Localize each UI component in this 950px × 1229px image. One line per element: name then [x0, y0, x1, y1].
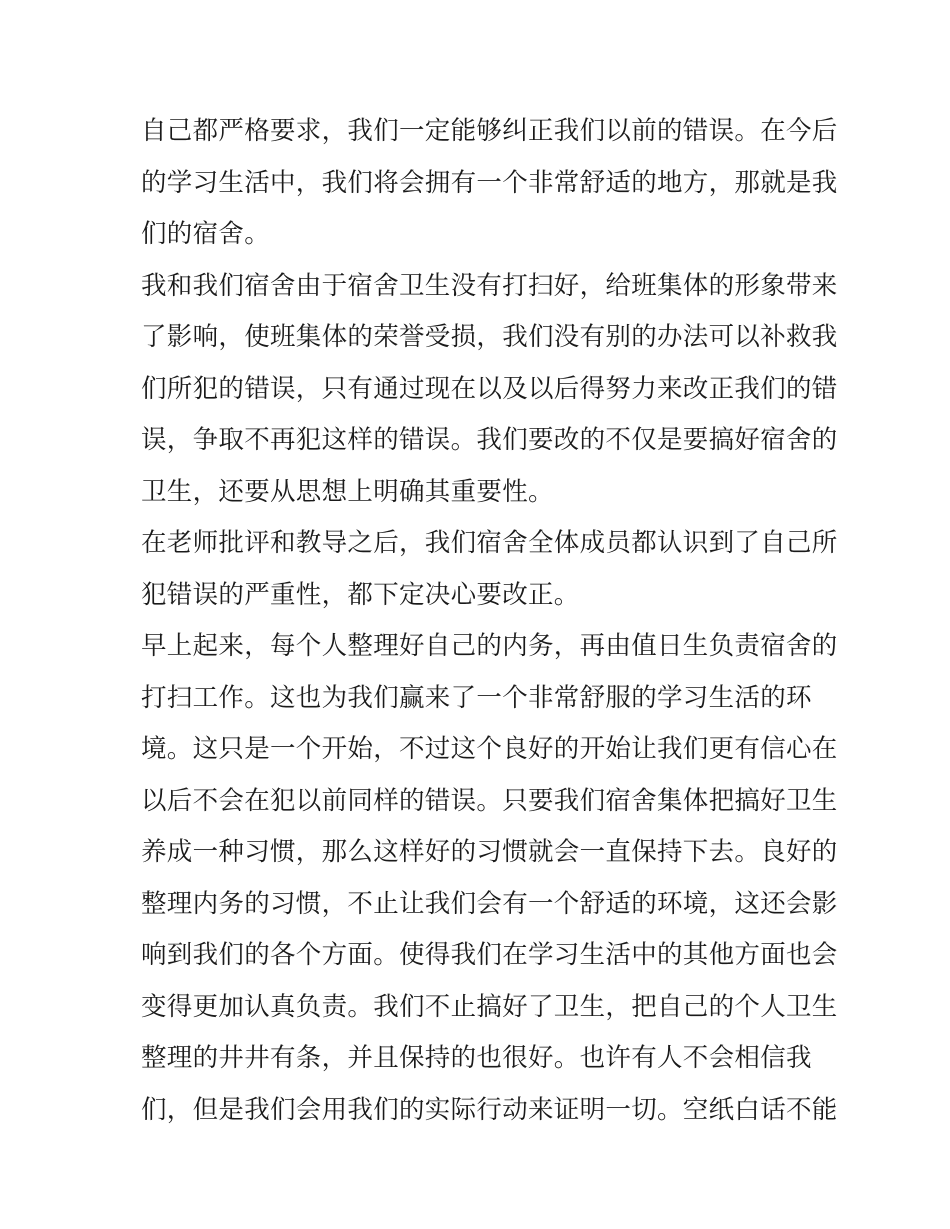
text-line: 在老师批评和教导之后，我们宿舍全体成员都认识到了自己所	[141, 528, 838, 558]
text-line: 境。这只是一个开始，不过这个良好的开始让我们更有信心在	[141, 734, 838, 764]
text-line: 我和我们宿舍由于宿舍卫生没有打扫好，给班集体的形象带来	[141, 270, 838, 301]
text-line: 们，但是我们会用我们的实际行动来证明一切。空纸白话不能	[141, 1094, 838, 1125]
text-line: 自己都严格要求，我们一定能够纠正我们以前的错误。在今后	[141, 116, 838, 146]
text-line: 打扫工作。这也为我们赢来了一个非常舒服的学习生活的环	[141, 682, 812, 713]
text-line: 们的宿舍。	[141, 219, 271, 249]
text-line: 整理的井井有条，并且保持的也很好。也许有人不会相信我	[141, 1043, 812, 1073]
text-line: 整理内务的习惯，不止让我们会有一个舒适的环境，这还会影	[141, 888, 838, 919]
text-line: 的学习生活中，我们将会拥有一个非常舒适的地方，那就是我	[141, 167, 838, 198]
text-line: 犯错误的严重性，都下定决心要改正。	[141, 579, 580, 610]
text-line: 变得更加认真负责。我们不止搞好了卫生，把自己的个人卫生	[141, 991, 838, 1022]
text-line: 响到我们的各个方面。使得我们在学习生活中的其他方面也会	[141, 940, 838, 970]
text-line: 早上起来，每个人整理好自己的内务，再由值日生负责宿舍的	[141, 631, 838, 661]
text-line: 误，争取不再犯这样的错误。我们要改的不仅是要搞好宿舍的	[141, 425, 838, 455]
text-line: 们所犯的错误，只有通过现在以及以后得努力来改正我们的错	[141, 373, 838, 404]
text-line: 以后不会在犯以前同样的错误。只要我们宿舍集体把搞好卫生	[141, 785, 838, 816]
text-line: 了影响，使班集体的荣誉受损，我们没有别的办法可以补救我	[141, 322, 838, 352]
body-text	[141, 106, 838, 1136]
text-line: 卫生，还要从思想上明确其重要性。	[141, 476, 554, 507]
text-line: 养成一种习惯，那么这样好的习惯就会一直保持下去。良好的	[141, 837, 838, 867]
